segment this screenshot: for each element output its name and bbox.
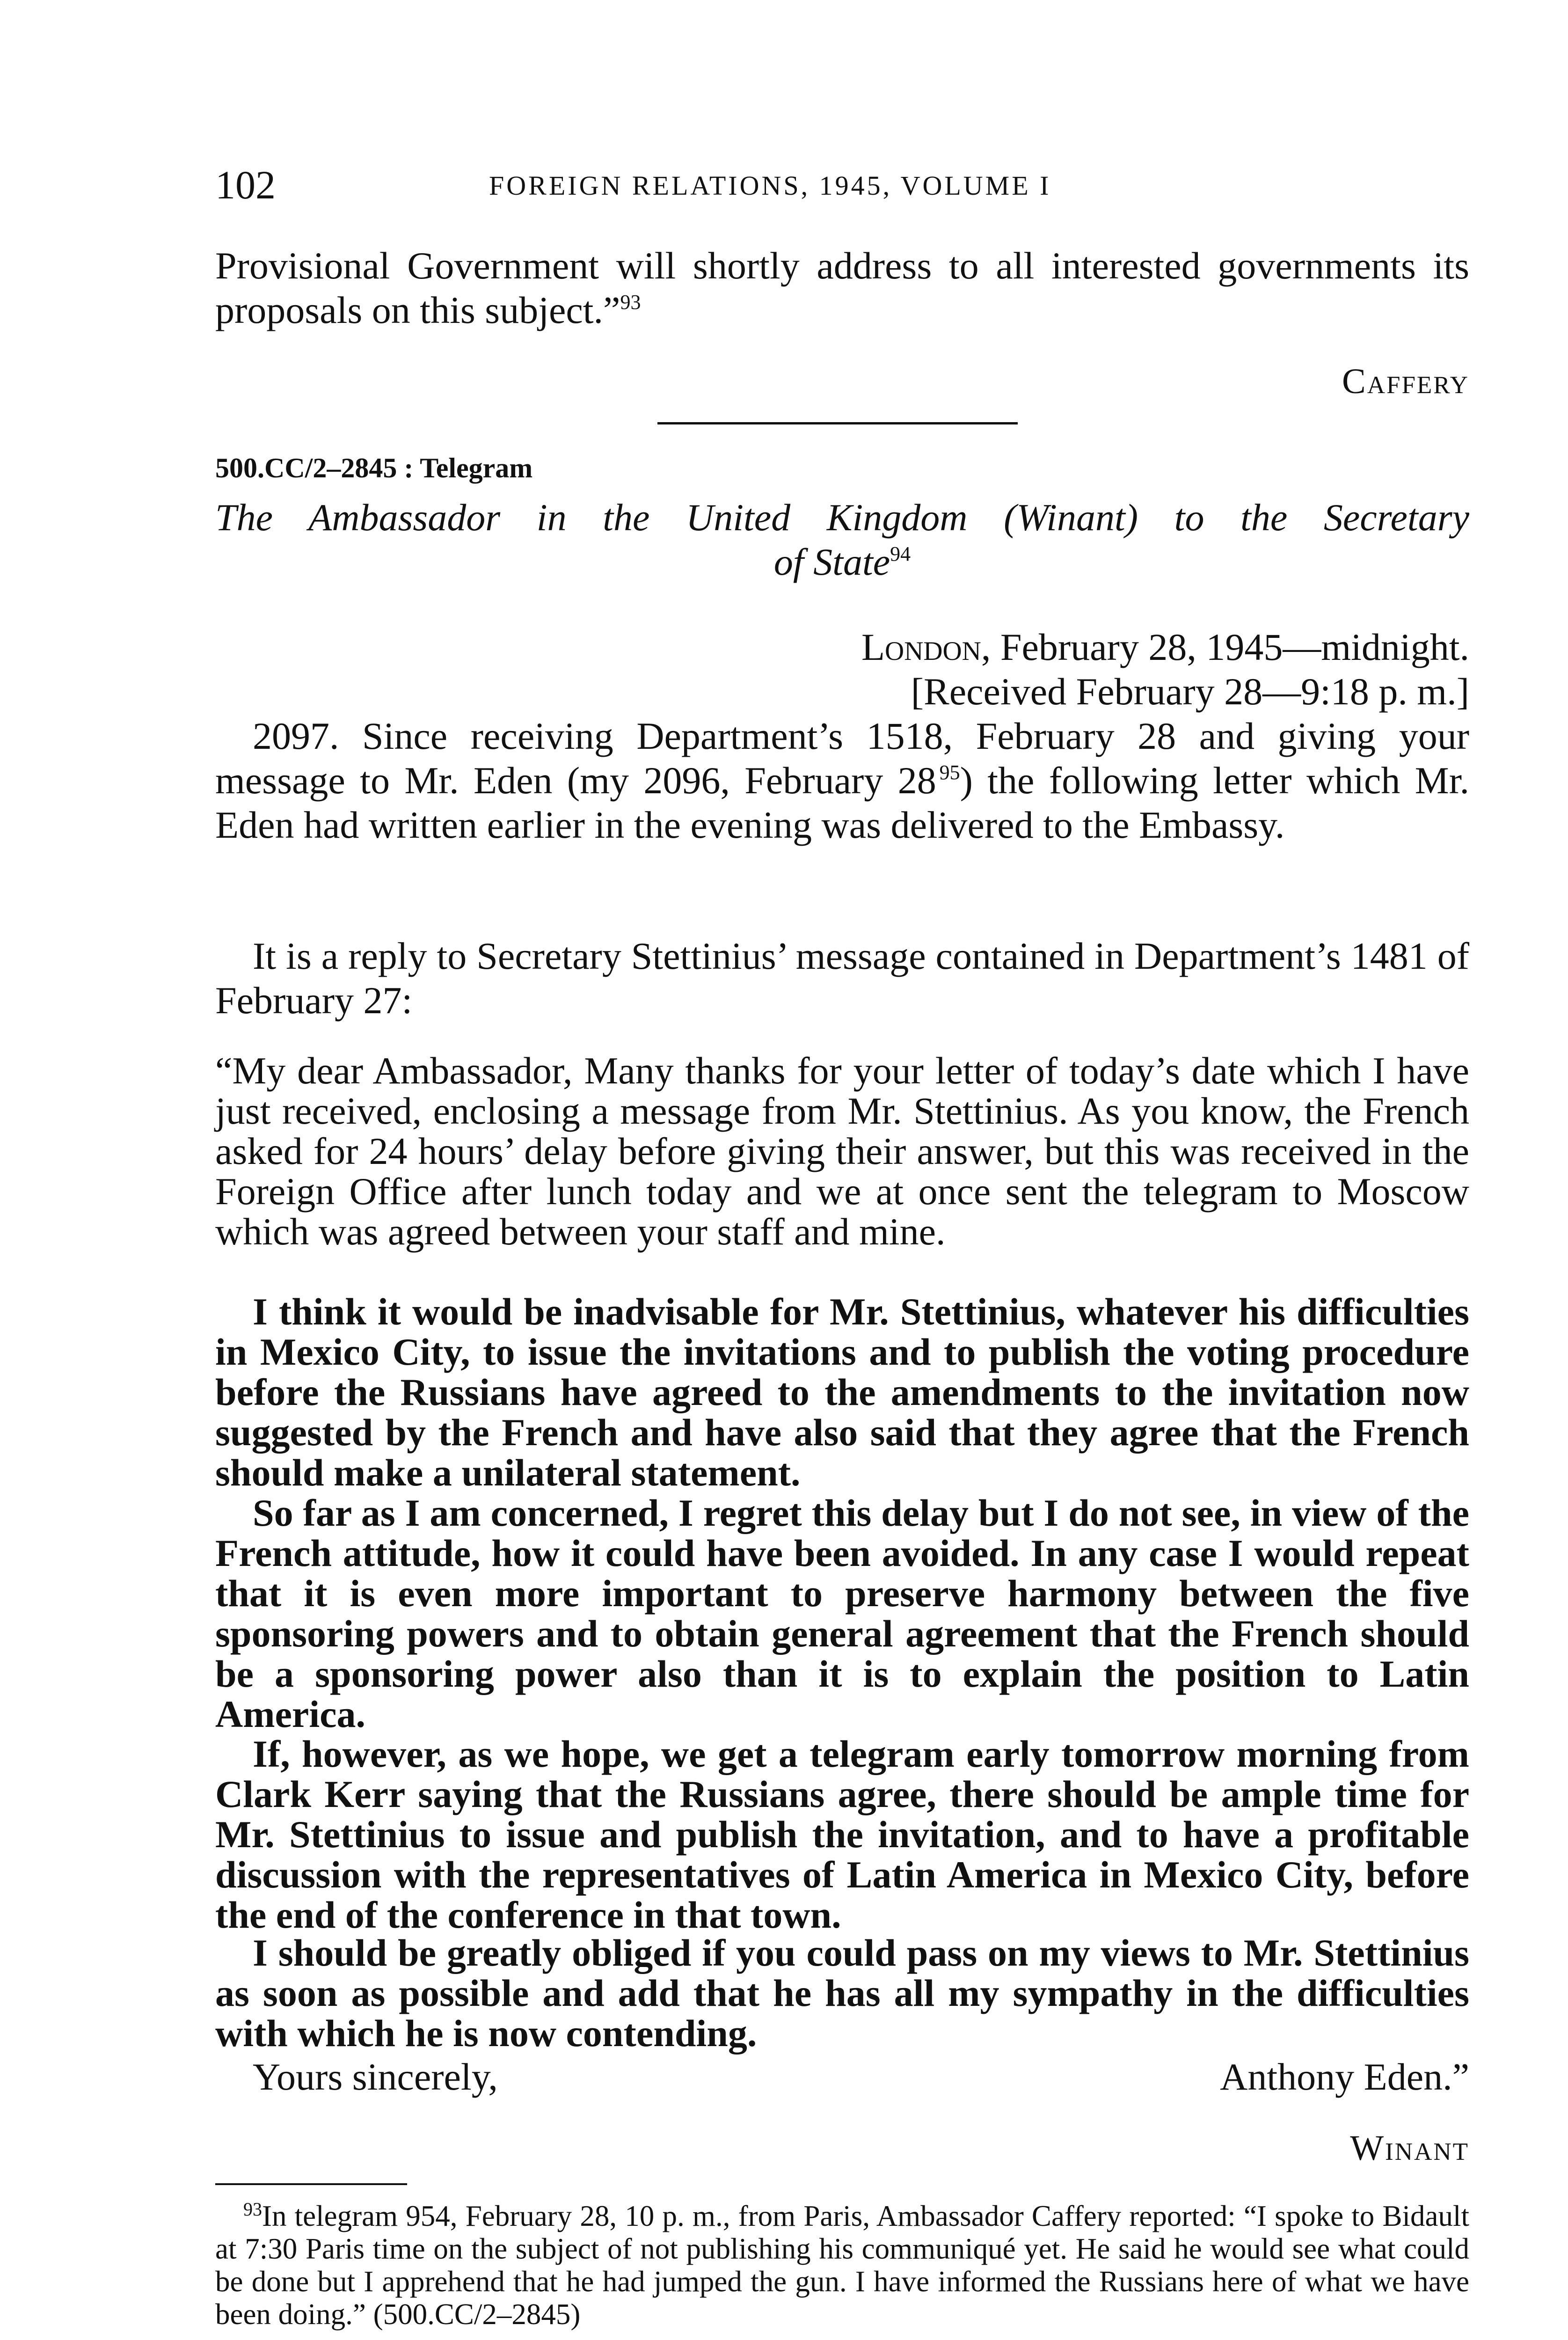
winant-signature: Winant (1350, 2128, 1469, 2168)
received-line: [Received February 28—9:18 p. m.] (911, 670, 1469, 713)
continuation-paragraph (215, 243, 1469, 332)
footnote-93-text: In telegram 954, February 28, 10 p. m., from Paris, Ambassador Caffery reported: “I spoke to Bidault at 7:30 Paris time on the subject of not publishing his communiqué yet. He said he would see what could be done but I apprehend that he had jumped the gun. I have informed the Russians here of what we have been doing.” (500.CC/2–2845) (215, 2200, 1469, 2331)
letter-paragraph-4: I should be greatly obliged if you could pass on my views to Mr. Stettinius as soon as possible and add that he has all my sympathy in the difficulties with which he is now contending. (215, 1931, 1469, 2055)
paragraph-2097-text-b: ) the following letter which Mr. Eden had written earlier in the evening was delivered to the Embassy. (215, 759, 1469, 846)
footnote-divider (215, 2183, 407, 2185)
letter-paragraph-2: So far as I am concerned, I regret this delay but I do not see, in view of the French attitude, how it could have been avoided. In any case I would repeat that it is even more important to preserve harmony between the five sponsoring powers and to obtain general agreement that the French should be a sponsoring power also than it is to explain the position to Latin America. (215, 1492, 1469, 1735)
file-reference: 500.CC/2–2845 : Telegram (215, 453, 533, 483)
dateline-date: , February 28, 1945—midnight. (981, 626, 1469, 668)
letter-opening: “My dear Ambassador, Many thanks for your letter of today’s date which I have just received, enclosing a message from Mr. Stettinius. As you know, the French asked for 24 hours’ delay before giving their answer, but this was received in the Foreign Office after lunch today and we at once sent the telegram to Moscow which was agreed between your staff and mine. (215, 1049, 1469, 1253)
footnote-ref-94: 94 (890, 542, 911, 565)
document-title-text: of State (773, 541, 890, 583)
paragraph-2097-text-a: 2097. Since receiving Department’s 1518, February 28 and giving your message to Mr. Eden (my 2096, February 28 (215, 715, 1469, 802)
footnote-ref-93: 93 (620, 291, 641, 314)
letter-signed: Anthony Eden.” (1220, 2055, 1469, 2098)
running-title: FOREIGN RELATIONS, 1945, VOLUME I (489, 170, 1051, 201)
caffery-signature: Caffery (1342, 362, 1469, 401)
paragraph-reply: It is a reply to Secretary Stettinius’ message contained in Department’s 1481 of February 27: (215, 935, 1469, 1022)
letter-paragraph-1: I think it would be inadvisable for Mr. Stettinius, whatever his difficulties in Mexico City, to issue the invitations and to publish the voting procedure before the Russians have agreed to the amendments to the invitation now suggested by the French and have also said that they agree that the French should make a unilateral statement. (215, 1290, 1469, 1494)
footnote-93 (215, 2200, 1469, 2331)
page-number: 102 (215, 162, 276, 207)
footnote-ref-95: 95 (939, 761, 960, 784)
footnote-93-number: 93 (243, 2199, 262, 2220)
dateline (215, 625, 1469, 669)
section-divider (657, 422, 1018, 424)
letter-paragraph-3: If, however, as we hope, we get a telegram early tomorrow morning from Clark Kerr saying that the Russians agree, there should be ample time for Mr. Stettinius to issue and publish the invitation, and to have a profitable discussion with the representatives of Latin America in Mexico City, before the end of the conference in that town. (215, 1733, 1469, 1936)
paragraph-2097 (215, 714, 1469, 847)
document-title-line-2 (215, 540, 1469, 584)
document-title-line-1: The Ambassador in the United Kingdom (Winant) to the Secretary (215, 496, 1469, 539)
letter-closing: Yours sincerely, (253, 2055, 498, 2098)
dateline-place: London (861, 626, 981, 668)
continuation-text: Provisional Government will shortly address to all interested governments its proposals on this subject.” (215, 244, 1469, 331)
